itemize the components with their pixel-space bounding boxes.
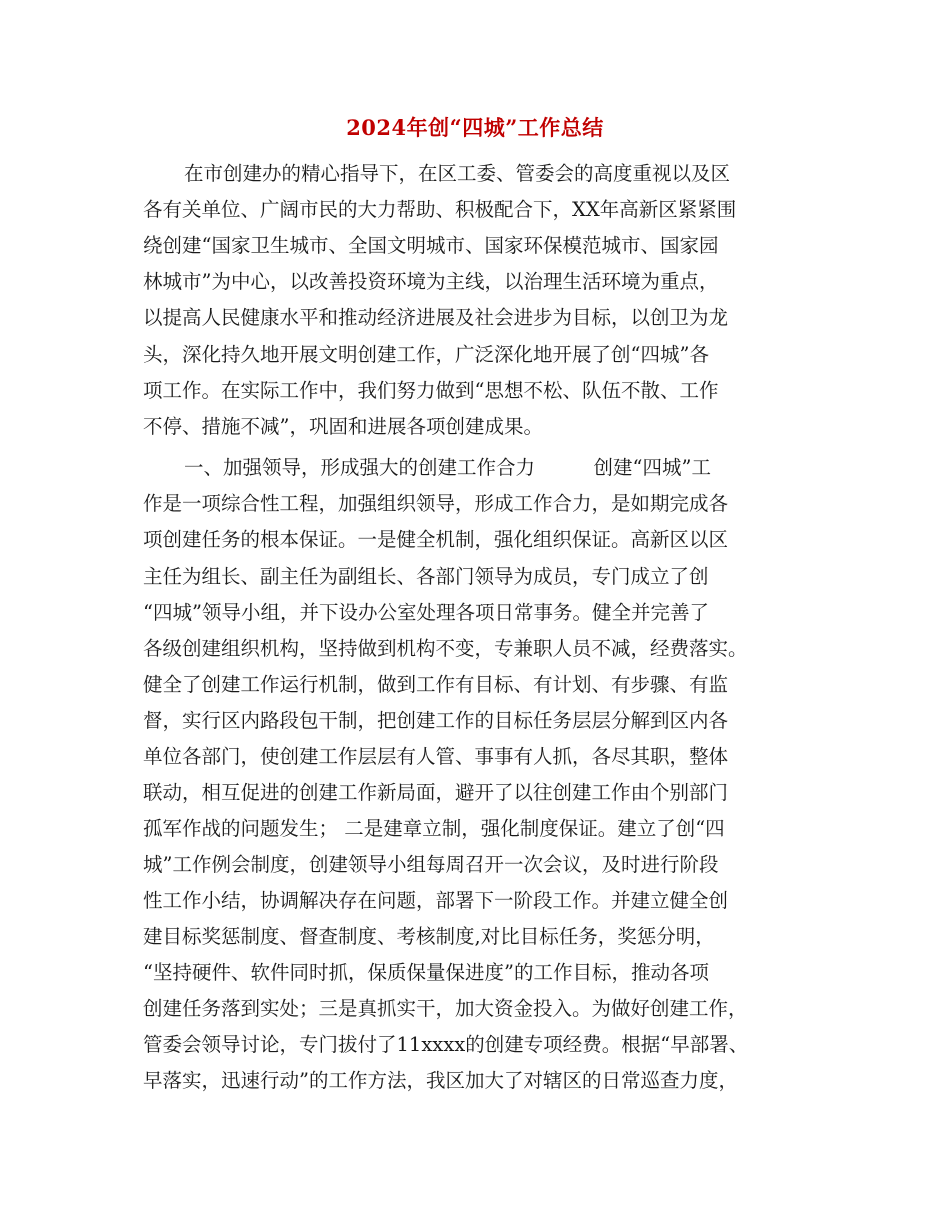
paragraph-line: 各有关单位、广阔市民的大力帮助、积极配合下，XX年高新区紧紧围: [143, 198, 737, 221]
paragraph-line: 作是一项综合性工程，加强组织领导，形成工作合力，是如期完成各: [143, 492, 729, 515]
paragraph-line: 在市创建办的精心指导下，在区工委、管委会的高度重视以及区: [184, 162, 731, 185]
paragraph-line: “四城”领导小组，并下设办公室处理各项日常事务。健全并完善了: [143, 601, 709, 624]
paragraph-line: 各级创建组织机构，坚持做到机构不变，专兼职人员不减，经费落实。: [143, 637, 748, 660]
paragraph-line: 性工作小结，协调解决存在问题，部署下一阶段工作。并建立健全创: [143, 889, 729, 912]
paragraph-line: 督，实行区内路段包干制，把创建工作的目标任务层层分解到区内各: [143, 709, 729, 732]
paragraph-line: 联动，相互促进的创建工作新局面，避开了以往创建工作由个别部门: [143, 781, 729, 804]
paragraph-line: 孤军作战的问题发生； 二是建章立制，强化制度保证。建立了创“四: [143, 817, 725, 840]
paragraph-line: 城”工作例会制度，创建领导小组每周召开一次会议，及时进行阶段: [143, 853, 719, 876]
paragraph-line: 管委会领导讨论，专门拔付了11xxxx的创建专项经费。根据“早部署、: [143, 1033, 749, 1056]
paragraph-line: 林城市”为中心，以改善投资环境为主线，以治理生活环境为重点，: [143, 270, 719, 293]
paragraph-line: 不停、措施不减”，巩固和进展各项创建成果。: [143, 415, 543, 438]
paragraph-line: 创建任务落到实处；三是真抓实干，加大资金投入。为做好创建工作，: [143, 997, 748, 1020]
paragraph-line: 建目标奖惩制度、督查制度、考核制度,对比目标任务，奖惩分明，: [143, 925, 715, 948]
paragraph-line: 单位各部门，使创建工作层层有人管、事事有人抓，各尽其职，整体: [143, 745, 729, 768]
paragraph-line: 早落实，迅速行动”的工作方法，我区加大了对辖区的日常巡查力度，: [143, 1069, 738, 1092]
paragraph-line: 健全了创建工作运行机制，做到工作有目标、有计划、有步骤、有监: [143, 673, 729, 696]
paragraph-line: 项工作。在实际工作中，我们努力做到“思想不松、队伍不散、工作: [143, 379, 719, 402]
paragraph-line: 头，深化持久地开展文明创建工作，广泛深化地开展了创“四城”各: [143, 343, 709, 366]
paragraph-line: 主任为组长、副主任为副组长、各部门领导为成员，专门成立了创: [143, 565, 709, 588]
paragraph-line: 以提高人民健康水平和推动经济进展及社会进步为目标，以创卫为龙: [143, 306, 729, 329]
paragraph-line: 项创建任务的根本保证。一是健全机制，强化组织保证。高新区以区: [143, 528, 729, 551]
paragraph-line: “坚持硬件、软件同时抓，保质保量保进度”的工作目标，推动各项: [143, 961, 709, 984]
paragraph-line: 绕创建“国家卫生城市、全国文明城市、国家环保模范城市、国家园: [143, 234, 719, 257]
section-heading-line: 一、加强领导，形成强大的创建工作合力 创建“四城”工: [184, 456, 711, 479]
document-title: 2024年创“四城”工作总结: [346, 115, 604, 140]
